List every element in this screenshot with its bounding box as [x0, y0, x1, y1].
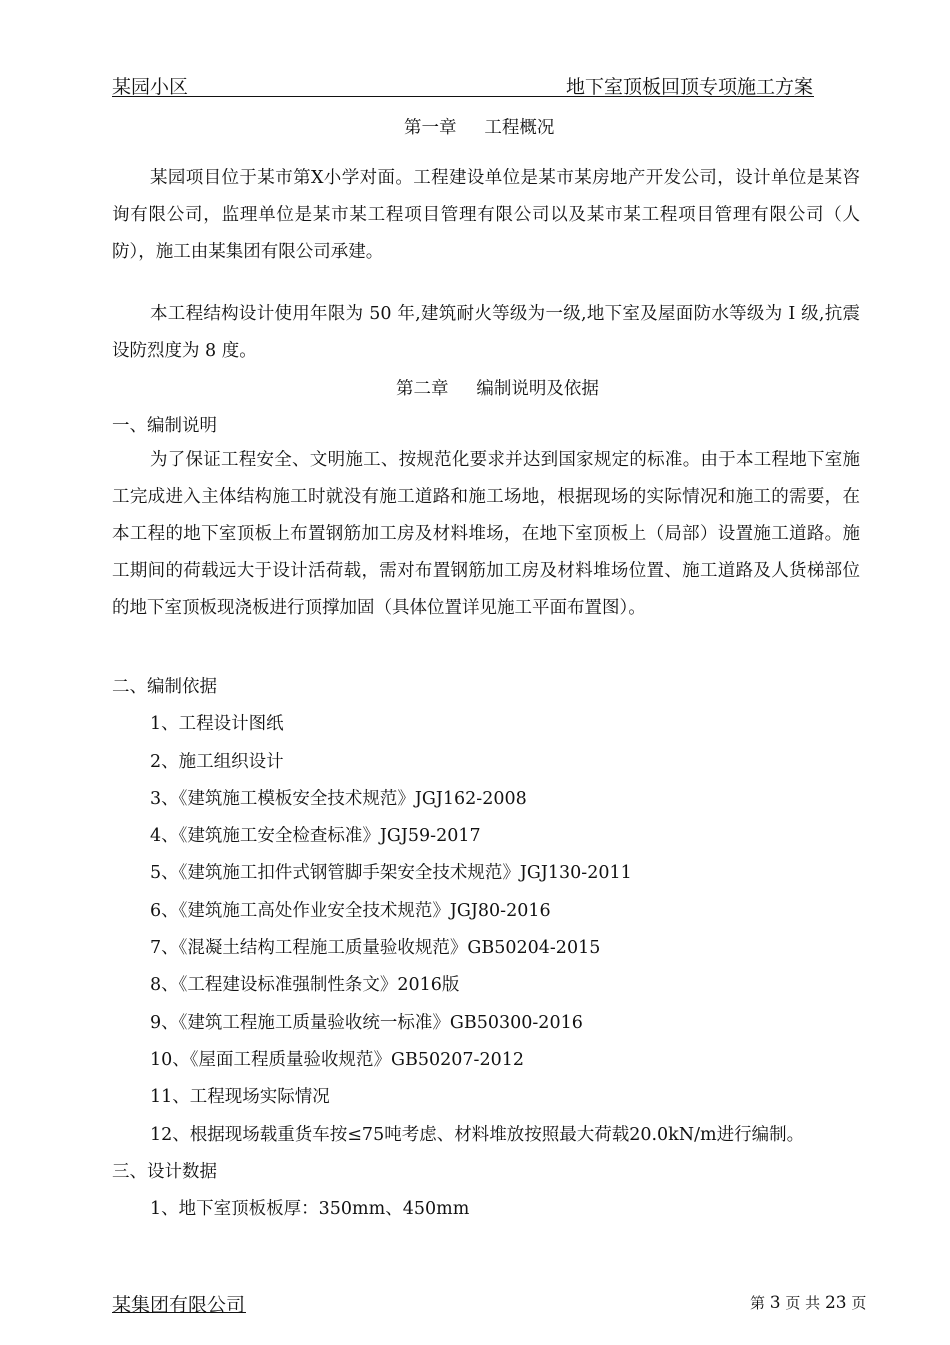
chapter-1-title: 第一章 工程概况: [404, 118, 555, 138]
basis-item: 8、《工程建设标准强制性条文》2016版: [150, 975, 460, 995]
page-prefix: 第: [750, 1294, 766, 1312]
section-1-paragraph: 为了保证工程安全、文明施工、按规范化要求并达到国家规定的标准。由于本工程地下室施工完成进入主体结构施工时就没有施工道路和施工场地，根据现场的实际情况和施工的需要，在本工程的地下室顶板上布置钢筋加工房及材料堆场，在地下室顶板上（局部）设置施工道路。施工期间的荷载远大于设计活荷载，需对布置钢筋加工房及材料堆场位置、施工道路及人货梯部位的地下室顶板现浇板进行顶撑加固（具体位置详见施工平面布置图）。: [112, 450, 860, 618]
chapter-2-title: 第二章 编制说明及依据: [396, 379, 599, 399]
section-3-heading: 三、设计数据: [112, 1162, 217, 1182]
page-middle: 页 共: [785, 1294, 821, 1312]
page-suffix: 页: [851, 1294, 867, 1312]
footer-rule: [112, 1312, 246, 1313]
basis-item: 1、工程设计图纸: [150, 714, 284, 734]
chapter-1-paragraph-1: 某园项目位于某市第Ⅹ小学对面。工程建设单位是某市某房地产开发公司，设计单位是某咨询有限公司，监理单位是某市某工程项目管理有限公司以及某市某工程项目管理有限公司（人防），施工由某集团有限公司承建。: [112, 168, 860, 262]
design-data-item: 1、地下室顶板板厚：350mm、450mm: [150, 1199, 470, 1219]
basis-item: 7、《混凝土结构工程施工质量验收规范》GB50204-2015: [150, 938, 601, 958]
basis-item: 4、《建筑施工安全检查标准》JGJ59-2017: [150, 826, 481, 846]
basis-item: 9、《建筑工程施工质量验收统一标准》GB50300-2016: [150, 1013, 583, 1033]
page-number: [750, 1292, 866, 1313]
page-total: 23: [824, 1293, 847, 1313]
footer-company-name: 某集团有限公司: [112, 1294, 246, 1316]
basis-item: 12、根据现场载重货车按≤75吨考虑、材料堆放按照最大荷载20.0kN/m进行编制。: [150, 1125, 805, 1145]
header-rule: [112, 96, 814, 97]
page-current: 3: [769, 1293, 781, 1313]
basis-item: 5、《建筑施工扣件式钢管脚手架安全技术规范》JGJ130-2011: [150, 863, 632, 883]
basis-item: 6、《建筑施工高处作业安全技术规范》JGJ80-2016: [150, 901, 551, 921]
section-1-heading: 一、编制说明: [112, 416, 217, 436]
basis-item: 11、工程现场实际情况: [150, 1087, 330, 1107]
basis-item: 2、施工组织设计: [150, 752, 284, 772]
header-document-title: 地下室顶板回顶专项施工方案: [566, 76, 814, 98]
basis-item: 3、《建筑施工模板安全技术规范》JGJ162-2008: [150, 789, 527, 809]
header-project-name: 某园小区: [112, 76, 189, 98]
section-2-heading: 二、编制依据: [112, 677, 217, 697]
chapter-1-paragraph-2: 本工程结构设计使用年限为 50 年,建筑耐火等级为一级,地下室及屋面防水等级为 I 级,抗震设防烈度为 8 度。: [112, 304, 860, 361]
basis-item: 10、《屋面工程质量验收规范》GB50207-2012: [150, 1050, 524, 1070]
